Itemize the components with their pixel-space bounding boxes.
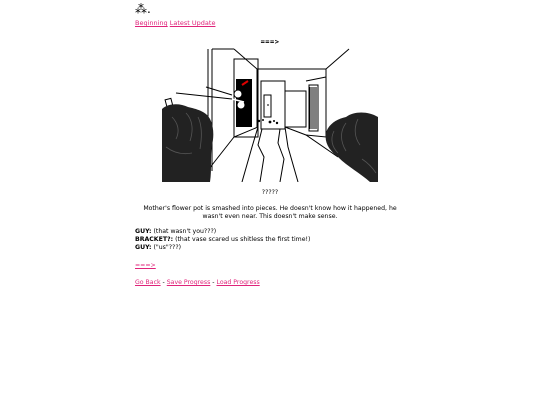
dialogue-line bbox=[135, 236, 405, 244]
go-back-link[interactable]: Go Back bbox=[135, 279, 161, 286]
narration-text: Mother's flower pot is smashed into pieces. He doesn't know how it happened, he wasn't even near. This doesn't make sense. bbox=[143, 205, 397, 220]
hallway-illustration bbox=[162, 47, 378, 182]
beginning-link[interactable]: Beginning bbox=[135, 19, 168, 27]
speaker-name: GUY: bbox=[135, 228, 152, 235]
speaker-line: ("us"???) bbox=[153, 244, 182, 251]
bottom-nav bbox=[135, 279, 260, 286]
comic-panel bbox=[162, 47, 378, 182]
speaker-line: (that wasn't you???) bbox=[153, 228, 217, 235]
next-page-link[interactable]: ===> bbox=[135, 262, 156, 269]
dialogue-line bbox=[135, 244, 405, 252]
nav-separator: - bbox=[212, 279, 215, 286]
speaker-line: (that vase scared us shitless the first time!) bbox=[175, 236, 311, 243]
speaker-name: GUY: bbox=[135, 244, 152, 251]
page-title: ===> bbox=[260, 38, 280, 46]
dialogue-log bbox=[135, 228, 405, 252]
panel-caption: ????? bbox=[261, 189, 279, 196]
speaker-name: BRACKET?: bbox=[135, 236, 174, 243]
dialogue-line bbox=[135, 228, 405, 236]
latest-update-link[interactable]: Latest Update bbox=[169, 19, 216, 27]
nav-separator: - bbox=[162, 279, 165, 286]
site-logo[interactable]: ⁂. bbox=[135, 2, 151, 16]
next-page-area bbox=[135, 262, 156, 269]
load-progress-link[interactable]: Load Progress bbox=[216, 279, 260, 286]
save-progress-link[interactable]: Save Progress bbox=[166, 279, 211, 286]
top-nav bbox=[135, 19, 215, 27]
